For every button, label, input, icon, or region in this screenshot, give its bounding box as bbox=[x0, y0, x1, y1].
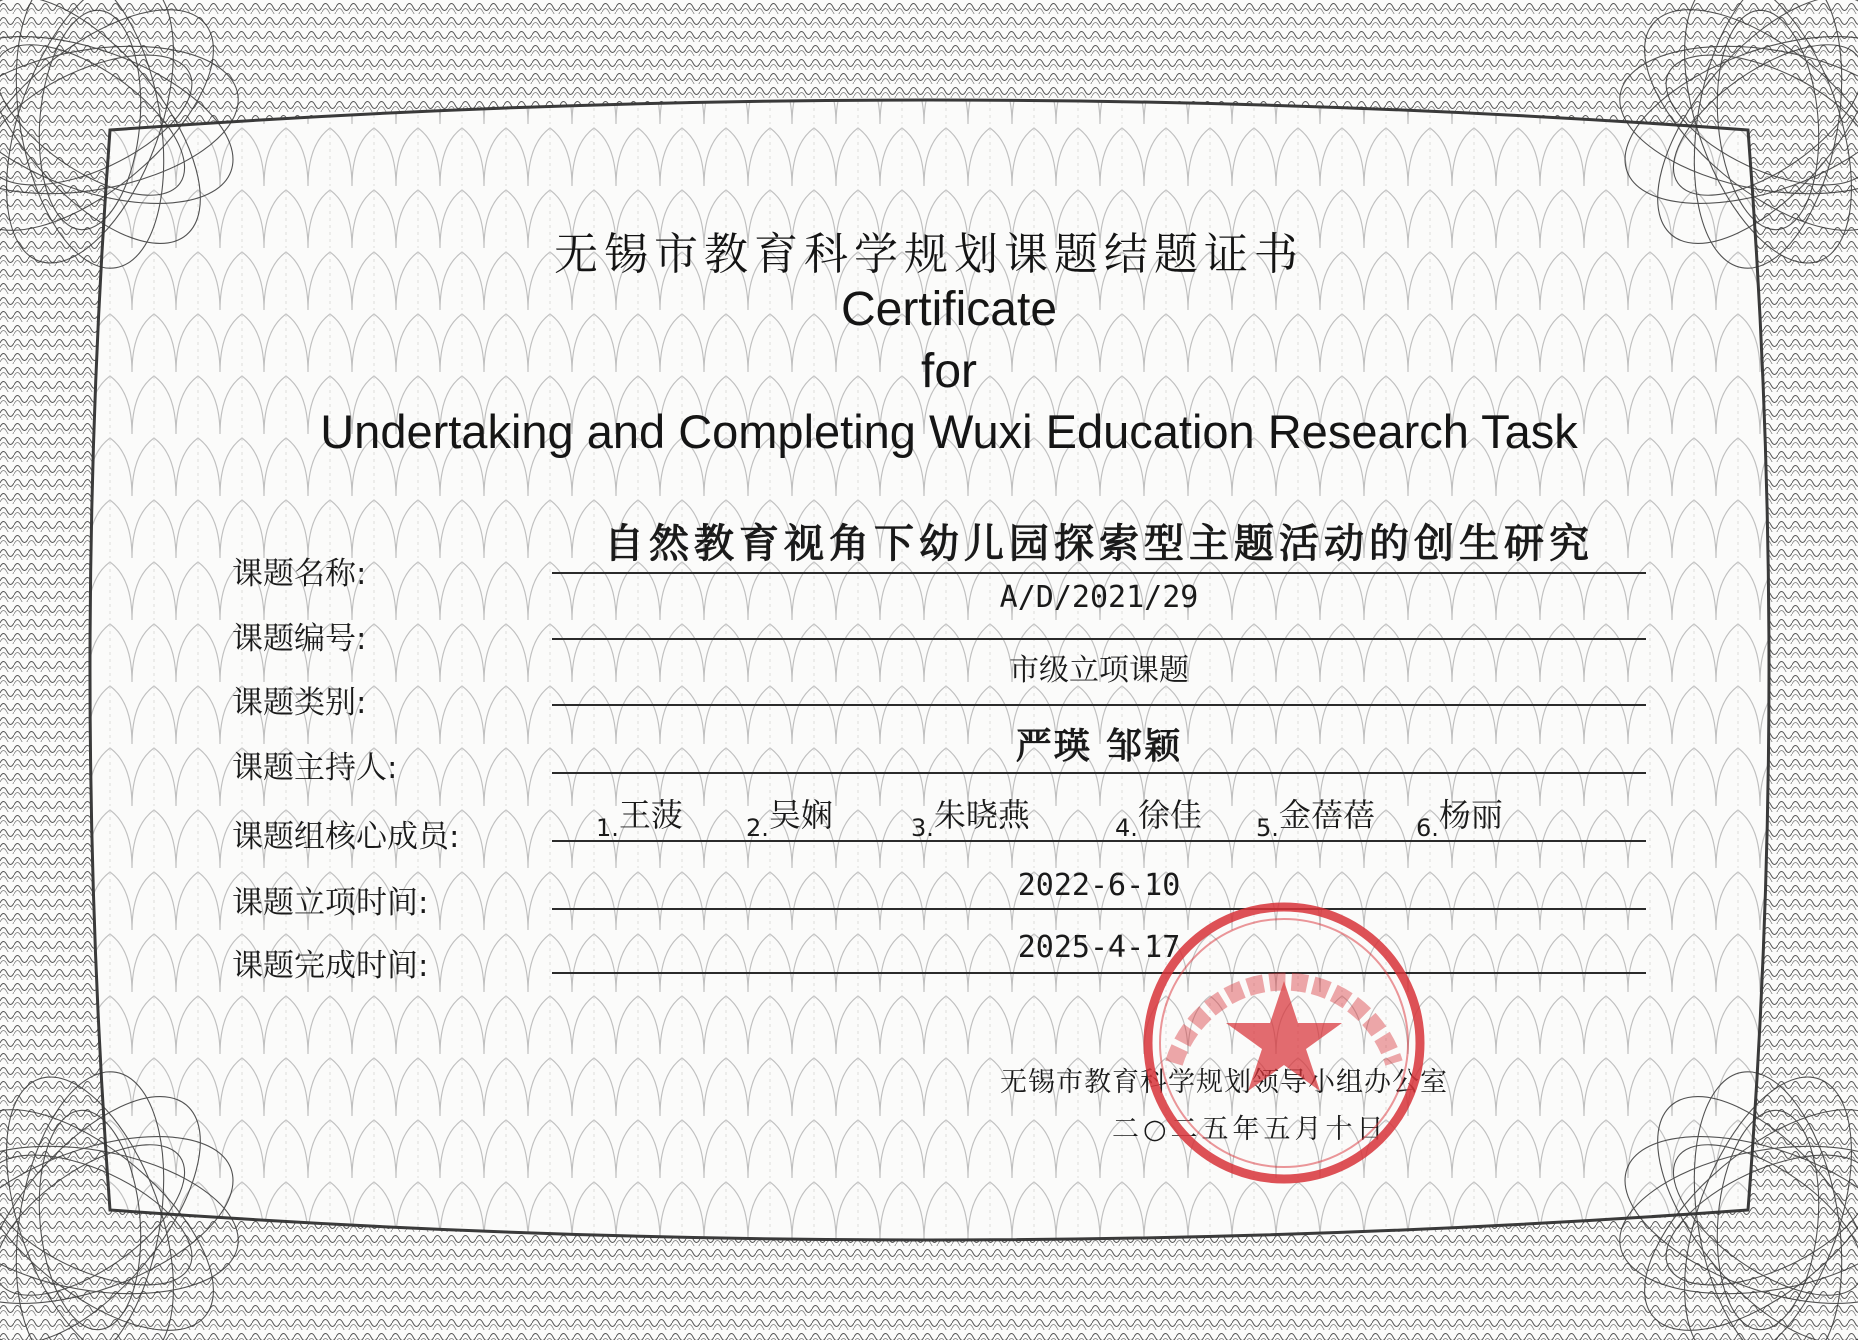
field-label-name: 课题名称: bbox=[232, 556, 367, 592]
field-value-host: 严瑛 邹颖 bbox=[1015, 726, 1183, 767]
field-value-end: 2025-4-17 bbox=[1017, 930, 1181, 965]
member-item: $_{2.}$吴娴 bbox=[746, 796, 833, 842]
member-item: $_{4.}$徐佳 bbox=[1115, 796, 1202, 842]
field-label-host: 课题主持人: bbox=[232, 750, 398, 786]
certificate-title-cn: 无锡市教育科学规划课题结题证书 bbox=[554, 229, 1304, 280]
member-item: $_{3.}$朱晓燕 bbox=[911, 796, 1030, 842]
field-underline bbox=[552, 908, 1646, 910]
field-value-name: 自然教育视角下幼儿园探索型主题活动的创生研究 bbox=[604, 520, 1594, 567]
field-label-end: 课题完成时间: bbox=[232, 948, 429, 984]
field-label-code: 课题编号: bbox=[232, 621, 367, 657]
member-list bbox=[596, 790, 1646, 840]
field-label-start: 课题立项时间: bbox=[232, 885, 429, 921]
field-underline bbox=[552, 972, 1646, 974]
issue-date: 二○二五年五月十日 bbox=[1112, 1114, 1388, 1145]
member-item: $_{6.}$杨丽 bbox=[1416, 796, 1503, 842]
field-underline bbox=[552, 704, 1646, 706]
field-value-start: 2022-6-10 bbox=[1017, 868, 1181, 903]
official-seal bbox=[1134, 893, 1434, 1193]
field-label-members: 课题组核心成员: bbox=[232, 819, 460, 855]
member-item: $_{5.}$金蓓蓓 bbox=[1256, 796, 1375, 842]
certificate-title-en: Certificate bbox=[840, 283, 1058, 336]
field-underline bbox=[552, 772, 1646, 774]
member-item: $_{1.}$王菠 bbox=[596, 796, 683, 842]
field-underline bbox=[552, 572, 1646, 574]
issuer-name: 无锡市教育科学规划领导小组办公室 bbox=[1000, 1067, 1448, 1098]
field-value-category: 市级立项课题 bbox=[1009, 653, 1189, 688]
certificate-subtitle-en: Undertaking and Completing Wuxi Education Research Task bbox=[320, 405, 1578, 458]
field-underline bbox=[552, 840, 1646, 842]
field-value-code: A/D/2021/29 bbox=[999, 580, 1199, 615]
field-underline bbox=[552, 638, 1646, 640]
field-label-category: 课题类别: bbox=[232, 685, 367, 721]
certificate-title-en-for: for bbox=[920, 345, 977, 398]
